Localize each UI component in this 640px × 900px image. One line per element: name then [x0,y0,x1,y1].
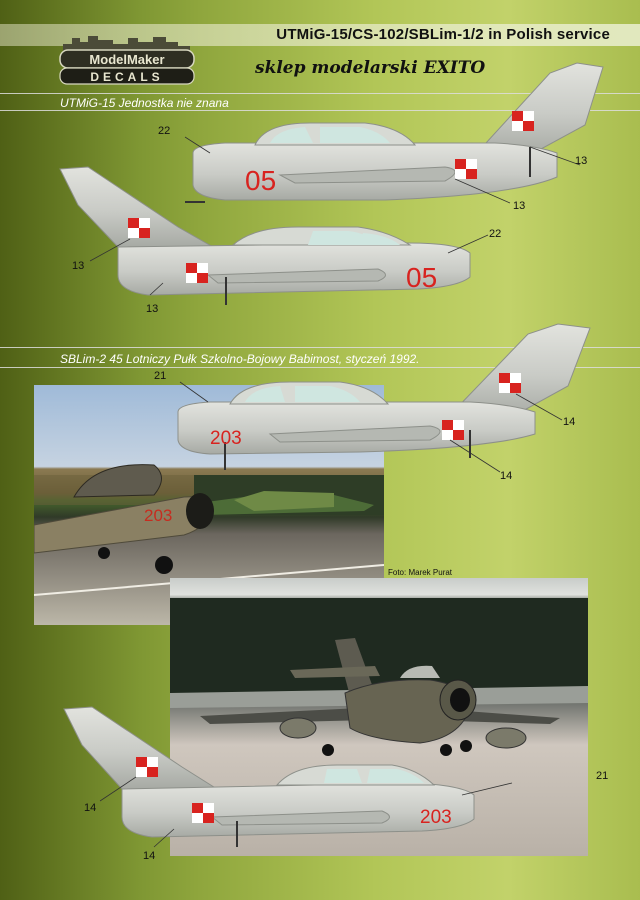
aircraft-profile-4 [62,705,482,855]
callout-label: 21 [154,370,167,382]
callout-label: 14 [143,850,156,862]
aircraft-profile-3 [150,320,595,475]
aircraft-profile-2 [58,165,478,310]
aircraft-code: 203 [210,428,242,449]
callout-label: 13 [513,200,526,212]
callout-label: 13 [72,260,85,272]
aircraft-code: 05 [245,165,277,196]
callout-label: 21 [596,770,609,782]
section-label-1: UTMiG-15 Jednostka nie znana [60,96,229,110]
logo-text-top: ModelMaker [89,52,165,67]
callout-label: 14 [563,416,576,428]
section-label-2: SBLim-2 45 Lotniczy Pułk Szkolno-Bojowy Babimost, styczeń 1992. [60,352,420,366]
aircraft-code: 203 [420,807,452,828]
sheet-title: UTMiG-15/CS-102/SBLim-1/2 in Polish service [276,26,610,43]
callout-label: 13 [146,303,159,315]
photo-nose-code: 203 [144,506,173,525]
logo-text-bottom: DECALS [90,70,164,84]
callout-label: 22 [489,228,502,240]
shop-name: sklep modelarski EXITO [255,58,486,78]
callout-label: 14 [84,802,97,814]
photo-credit: Foto: Marek Purat [388,568,453,577]
modelmaker-logo [58,34,198,86]
callout-label: 13 [575,155,588,167]
callout-label: 22 [158,125,171,137]
aircraft-code: 05 [406,262,438,293]
callout-label: 14 [500,470,513,482]
